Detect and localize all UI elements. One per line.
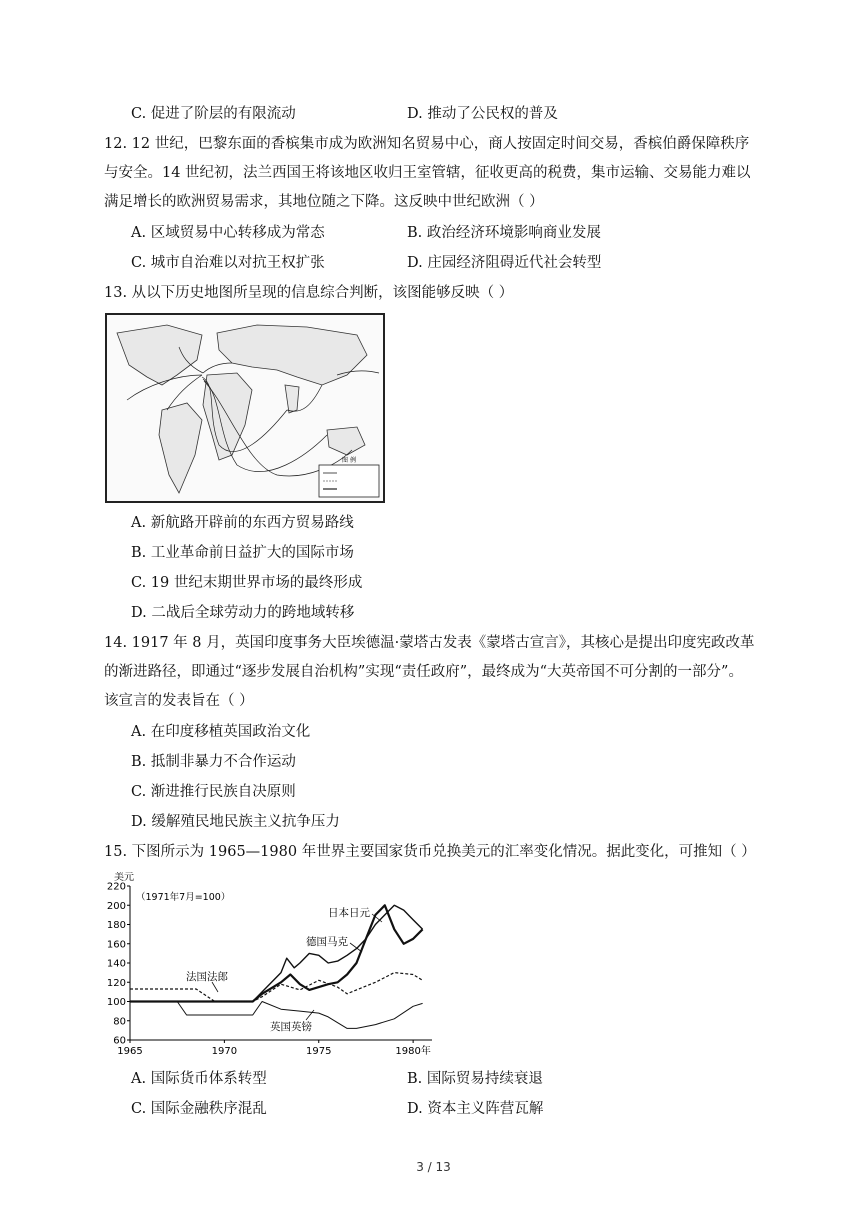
q14-stem-line-2: 的渐进路径，即通过“逐步发展自治机构”实现“责任政府”，最终成为“大英帝国不可分割的一部分”。	[104, 664, 743, 680]
q15-option-c: C. 国际金融秩序混乱	[131, 1101, 267, 1117]
q14-option-c: C. 渐进推行民族自决原则	[131, 784, 296, 800]
q15-stem: 15. 下图所示为 1965—1980 年世界主要国家货币兑换美元的汇率变化情况。据此变化，可推知（ ）	[104, 844, 756, 860]
exchange-rate-chart-svg	[100, 872, 440, 1057]
series-label-1: 日本日元	[328, 907, 370, 919]
australia-shape	[327, 427, 365, 455]
q13-option-c: C. 19 世纪末期世界市场的最终形成	[131, 575, 363, 591]
africa-shape	[203, 373, 252, 460]
q14-stem-line-3: 该宣言的发表旨在（ ）	[104, 693, 254, 709]
y-tick-label: 100	[106, 997, 126, 1008]
q14-stem-line-1: 14. 1917 年 8 月，英国印度事务大臣埃德温·蒙塔古发表《蒙塔古宣言》，其核心是提出印度宪政改革	[104, 635, 755, 651]
x-tick-label: 1975	[306, 1046, 332, 1057]
india-shape	[285, 385, 299, 413]
exchange-rate-chart	[100, 872, 440, 1057]
y-tick-label: 180	[106, 920, 126, 931]
q12-stem-line-2: 与安全。14 世纪初，法兰西国王将该地区收归王室管辖，征收更高的税费，集市运输、交易能力难以	[104, 165, 751, 181]
q15-option-d: D. 资本主义阵营瓦解	[407, 1101, 544, 1117]
q14-option-a: A. 在印度移植英国政治文化	[131, 724, 311, 740]
q14-option-d: D. 缓解殖民地民族主义抗争压力	[131, 814, 340, 830]
chart-note: （1971年7月=100）	[136, 892, 231, 903]
map-legend-title: 图 例	[342, 457, 356, 464]
series-label-3: 法国法郎	[186, 971, 228, 983]
x-tick-label: 1980年	[395, 1046, 431, 1057]
q15-option-b: B. 国际贸易持续衰退	[407, 1071, 543, 1087]
x-tick-label: 1970	[211, 1046, 238, 1057]
q13-option-a: A. 新航路开辟前的东西方贸易路线	[131, 515, 354, 531]
y-axis-label: 美元	[114, 872, 134, 883]
q11-option-c: C. 促进了阶层的有限流动	[131, 106, 296, 122]
y-tick-label: 140	[106, 958, 126, 970]
q12-stem-line-3: 满足增长的欧洲贸易需求，其地位随之下降。这反映中世纪欧洲（ ）	[104, 194, 544, 210]
y-tick-label: 120	[106, 977, 126, 989]
historical-trade-map	[105, 313, 385, 503]
y-tick-label: 80	[113, 1016, 126, 1028]
q11-option-d: D. 推动了公民权的普及	[407, 106, 558, 122]
q12-option-c: C. 城市自治难以对抗王权扩张	[131, 255, 325, 271]
q15-option-a: A. 国际货币体系转型	[131, 1071, 267, 1087]
south-america-shape	[159, 403, 202, 493]
series-label-4: 英国英镑	[270, 1021, 312, 1033]
q12-stem-line-1: 12. 12 世纪，巴黎东面的香槟集市成为欧洲知名贸易中心，商人按固定时间交易，香槟伯爵保障秩序	[104, 136, 750, 152]
y-tick-label: 220	[106, 881, 126, 893]
y-tick-label: 200	[106, 900, 126, 912]
q14-option-b: B. 抵制非暴力不合作运动	[131, 754, 296, 770]
page-number: 3 / 13	[416, 1160, 451, 1174]
y-tick-label: 160	[106, 939, 126, 951]
q12-option-b: B. 政治经济环境影响商业发展	[407, 225, 601, 241]
series-leader-3	[212, 982, 218, 992]
series-label-2: 德国马克	[306, 936, 348, 948]
q13-option-b: B. 工业革命前日益扩大的国际市场	[131, 545, 354, 561]
x-tick-label: 1965	[117, 1046, 143, 1057]
q12-option-a: A. 区域贸易中心转移成为常态	[131, 225, 325, 241]
y-tick-label: 60	[113, 1035, 126, 1047]
q13-stem: 13. 从以下历史地图所呈现的信息综合判断，该图能够反映（ ）	[104, 285, 514, 301]
q12-option-d: D. 庄园经济阻碍近代社会转型	[407, 255, 602, 271]
q13-option-d: D. 二战后全球劳动力的跨地域转移	[131, 605, 355, 621]
world-map-svg	[107, 315, 383, 501]
